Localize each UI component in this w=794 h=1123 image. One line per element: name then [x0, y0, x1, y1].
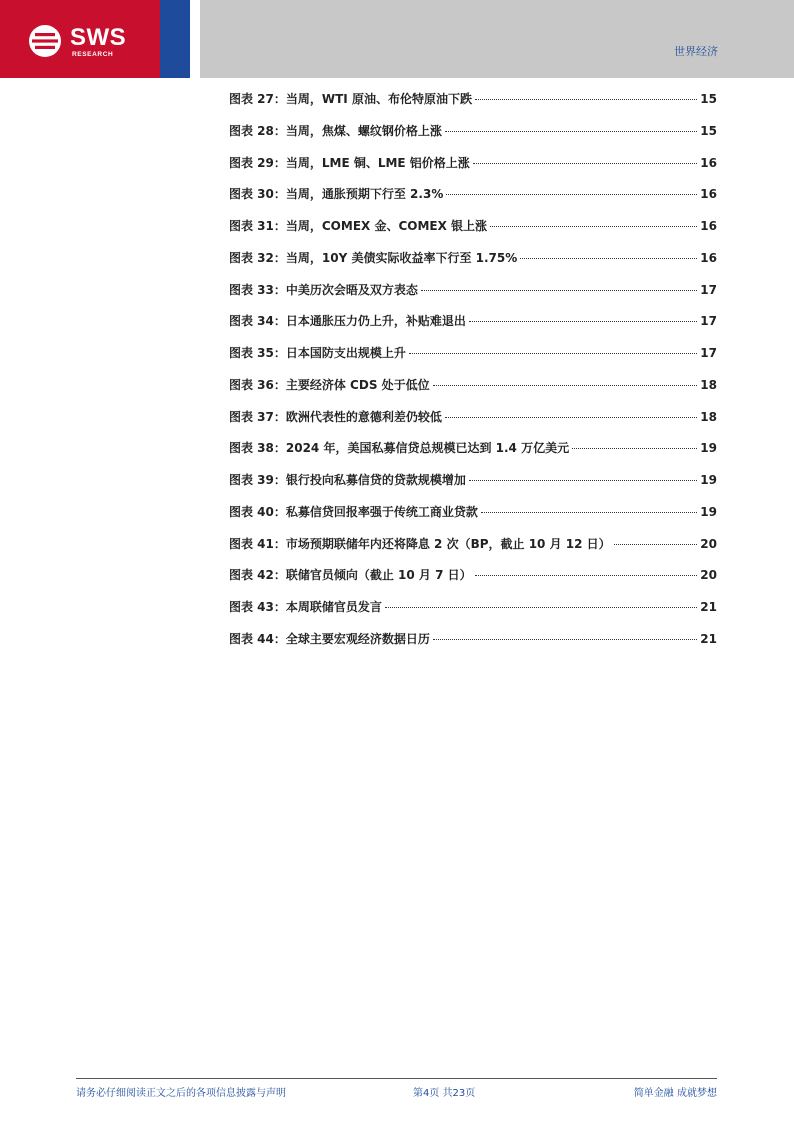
brand-subtitle: RESEARCH	[72, 51, 114, 58]
toc-entry[interactable]	[229, 598, 717, 630]
toc-entry-page: 16	[700, 155, 717, 170]
toc-entry-page: 19	[700, 473, 717, 487]
toc-entry-page: 19	[700, 504, 717, 519]
toc-entry-page: 20	[700, 536, 717, 551]
toc-entry[interactable]	[229, 154, 717, 186]
toc-entry-page: 18	[700, 409, 717, 424]
figure-table-of-contents	[229, 90, 717, 662]
toc-entry-title: 图表 40：私募信贷回报率强于传统工商业贷款	[229, 504, 478, 519]
toc-entry[interactable]	[229, 185, 717, 217]
toc-entry-page: 15	[700, 92, 717, 106]
toc-entry[interactable]	[229, 503, 717, 535]
footer-disclaimer: 请务必仔细阅读正文之后的各项信息披露与声明	[76, 1088, 286, 1099]
header-blue-stripe	[160, 0, 190, 78]
toc-entry-page: 20	[700, 568, 717, 583]
toc-dot-leader	[481, 512, 697, 513]
toc-entry-title: 图表 39：银行投向私募信贷的贷款规模增加	[229, 473, 466, 487]
toc-entry-page: 17	[700, 282, 717, 297]
footer-divider	[76, 1078, 717, 1079]
toc-entry[interactable]	[229, 217, 717, 249]
toc-dot-leader	[421, 290, 697, 291]
toc-entry-title: 图表 27：当周，WTI 原油、布伦特原油下跌	[229, 92, 472, 106]
toc-dot-leader	[446, 194, 697, 195]
toc-dot-leader	[520, 258, 697, 259]
toc-entry[interactable]	[229, 535, 717, 567]
toc-dot-leader	[614, 544, 698, 545]
toc-entry-page: 16	[700, 219, 717, 233]
toc-entry-title: 图表 43：本周联储官员发言	[229, 600, 382, 614]
toc-entry[interactable]	[229, 408, 717, 440]
toc-entry-page: 15	[700, 123, 717, 138]
toc-dot-leader	[469, 480, 697, 481]
toc-entry-title: 图表 38：2024 年，美国私募信贷总规模已达到 1.4 万亿美元	[229, 441, 570, 456]
toc-entry-title: 图表 35：日本国防支出规模上升	[229, 346, 406, 360]
toc-entry-title: 图表 30：当周，通胀预期下行至 2.3%	[229, 187, 444, 202]
toc-entry-page: 17	[700, 346, 717, 360]
toc-dot-leader	[475, 99, 697, 100]
toc-entry-page: 17	[700, 314, 717, 329]
footer-slogan: 简单金融 成就梦想	[633, 1088, 717, 1099]
toc-entry-title: 图表 34：日本通胀压力仍上升，补贴难退出	[229, 314, 466, 329]
toc-dot-leader	[572, 448, 697, 449]
section-label: 世界经济	[674, 45, 718, 58]
toc-entry-page: 18	[700, 377, 717, 392]
toc-entry[interactable]	[229, 630, 717, 662]
toc-entry-page: 16	[700, 187, 717, 202]
toc-dot-leader	[385, 607, 697, 608]
toc-entry[interactable]	[229, 471, 717, 503]
sws-logo-icon	[28, 24, 62, 58]
toc-dot-leader	[409, 353, 697, 354]
toc-dot-leader	[473, 163, 697, 164]
footer-page-info: 第4页 共23页	[413, 1088, 476, 1099]
toc-entry-title: 图表 31：当周，COMEX 金、COMEX 银上涨	[229, 219, 488, 233]
header-gray-bar	[200, 0, 794, 78]
toc-entry[interactable]	[229, 249, 717, 281]
toc-entry-page: 21	[700, 631, 717, 646]
toc-entry-title: 图表 29：当周，LME 铜、LME 铝价格上涨	[229, 155, 470, 170]
toc-dot-leader	[469, 321, 697, 322]
toc-dot-leader	[433, 639, 697, 640]
toc-entry-page: 21	[700, 600, 717, 614]
toc-entry[interactable]	[229, 439, 717, 471]
toc-entry-page: 19	[700, 441, 717, 456]
toc-entry-title: 图表 33：中美历次会晤及双方表态	[229, 282, 418, 297]
brand-name: SWS	[70, 24, 127, 51]
toc-dot-leader	[445, 131, 697, 132]
toc-entry[interactable]	[229, 312, 717, 344]
toc-entry-title: 图表 36：主要经济体 CDS 处于低位	[229, 377, 430, 392]
toc-entry[interactable]	[229, 122, 717, 154]
toc-entry[interactable]	[229, 281, 717, 313]
toc-dot-leader	[433, 385, 698, 386]
toc-entry-title: 图表 44：全球主要宏观经济数据日历	[229, 631, 430, 646]
toc-entry-title: 图表 37：欧洲代表性的意德利差仍较低	[229, 409, 442, 424]
toc-entry[interactable]	[229, 344, 717, 376]
sws-logo	[28, 24, 158, 64]
toc-entry[interactable]	[229, 566, 717, 598]
toc-entry[interactable]	[229, 376, 717, 408]
toc-entry-title: 图表 28：当周，焦煤、螺纹钢价格上涨	[229, 123, 442, 138]
toc-dot-leader	[445, 417, 697, 418]
toc-entry-title: 图表 42：联储官员倾向（截止 10 月 7 日）	[229, 568, 472, 583]
toc-entry-title: 图表 41：市场预期联储年内还将降息 2 次（BP，截止 10 月 12 日）	[229, 536, 611, 551]
toc-dot-leader	[475, 575, 698, 576]
toc-entry[interactable]	[229, 90, 717, 122]
toc-entry-page: 16	[700, 250, 717, 265]
toc-entry-title: 图表 32：当周，10Y 美债实际收益率下行至 1.75%	[229, 250, 518, 265]
toc-dot-leader	[490, 226, 697, 227]
